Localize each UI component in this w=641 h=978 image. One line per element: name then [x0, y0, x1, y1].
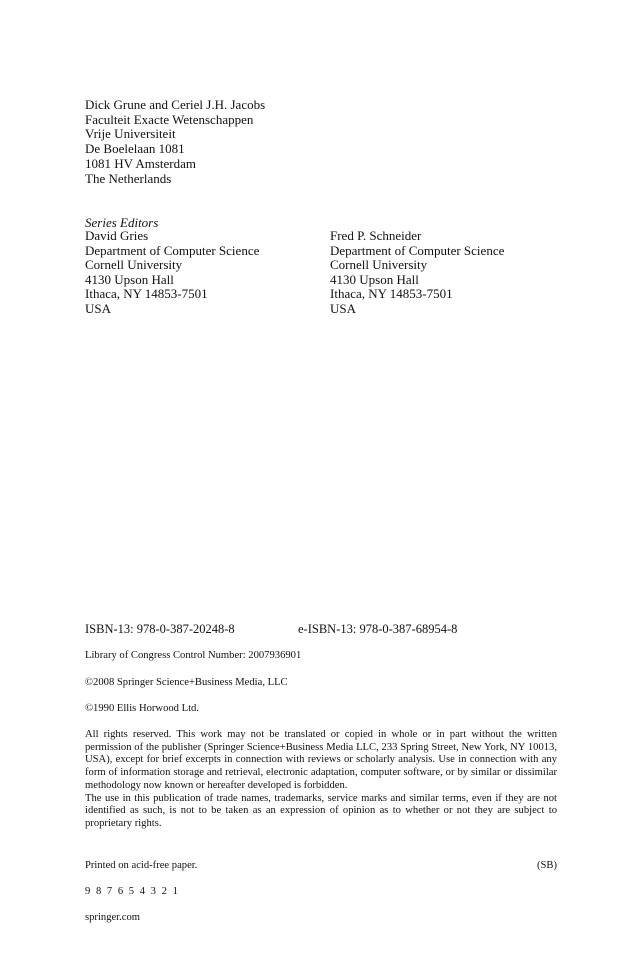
printer-code: (SB)	[536, 860, 557, 871]
editor-country: USA	[85, 300, 112, 316]
print-run-line: 9 8 7 6 5 4 3 2 1	[85, 886, 178, 897]
editor-name: David Gries	[85, 228, 149, 243]
series-editor-1	[85, 229, 259, 317]
editor-university: Cornell University	[330, 257, 428, 273]
website: springer.com	[85, 912, 141, 923]
faculty: Faculteit Exacte Wetenschappen	[85, 111, 254, 127]
editor-university: Cornell University	[85, 257, 183, 273]
isbn: ISBN-13: 978-0-387-20248-8	[85, 622, 235, 636]
copyright-springer: ©2008 Springer Science+Business Media, LLC	[85, 677, 288, 688]
author-address-block	[85, 98, 265, 186]
postal-city: 1081 HV Amsterdam	[85, 155, 196, 171]
street-address: De Boelelaan 1081	[85, 141, 185, 157]
series-editors-label: Series Editors	[85, 215, 159, 230]
editor-address: 4130 Upson Hall	[85, 271, 174, 287]
editor-city: Ithaca, NY 14853-7501	[85, 286, 208, 302]
copyright-ellis-horwood: ©1990 Ellis Horwood Ltd.	[85, 703, 199, 714]
editor-city: Ithaca, NY 14853-7501	[330, 286, 453, 302]
editor-department: Department of Computer Science	[330, 242, 505, 258]
library-of-congress-number: Library of Congress Control Number: 2007936901	[85, 650, 302, 661]
trademark-paragraph: The use in this publication of trade names, trademarks, service marks and similar terms, even if they are not identified as such, is not to be taken as an expression of opinion as to whether or not they are subject to proprietary rights.	[85, 792, 557, 829]
university: Vrije Universiteit	[85, 126, 176, 142]
series-editor-2	[330, 229, 504, 317]
acid-free-note: Printed on acid-free paper.	[85, 860, 198, 871]
country: The Netherlands	[85, 170, 172, 186]
editor-country: USA	[330, 300, 357, 316]
authors-names: Dick Grune and Ceriel J.H. Jacobs	[85, 97, 266, 112]
rights-paragraph: All rights reserved. This work may not be translated or copied in whole or in part without the written permission of the publisher (Springer Science+Business Media LLC, 233 Spring Street, New York, NY 10013, USA), except for brief excerpts in connection with reviews or scholarly analysis. Use in connection with any form of information storage and retrieval, electronic adaptation, computer software, or by similar or dissimilar methodology now known or hereafter developed is forbidden.	[85, 729, 557, 791]
editor-name: Fred P. Schneider	[330, 228, 422, 243]
editor-department: Department of Computer Science	[85, 242, 260, 258]
printed-line	[85, 860, 557, 871]
editor-address: 4130 Upson Hall	[330, 271, 419, 287]
e-isbn: e-ISBN-13: 978-0-387-68954-8	[298, 622, 458, 636]
rights-notice	[85, 729, 557, 831]
